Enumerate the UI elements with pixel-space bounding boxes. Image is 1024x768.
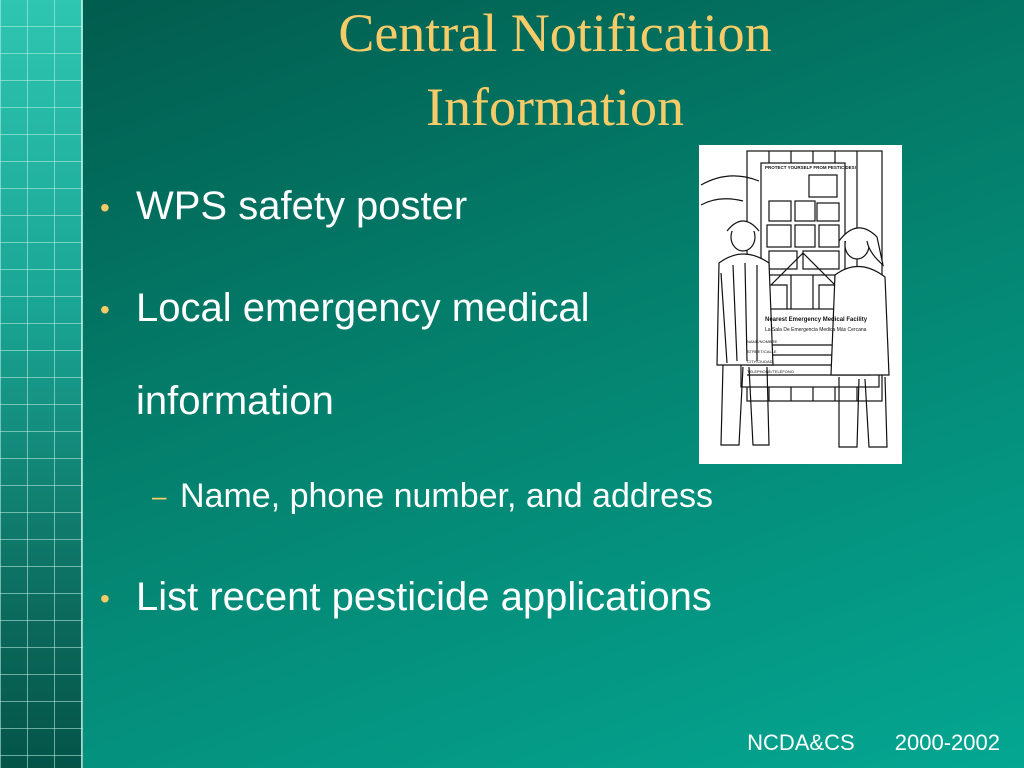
- safety-poster-illustration: [699, 145, 902, 464]
- card-field-street: STREET/CALLE: [747, 349, 777, 354]
- card-title-text: Nearest Emergency Medical Facility: [765, 317, 868, 323]
- title-line-1: Central Notification: [338, 3, 772, 63]
- bullet-marker: •: [100, 192, 110, 223]
- footer-org: NCDA&CS: [747, 730, 855, 755]
- card-subtitle-text: La Sala De Emergencia Medica Más Cercana: [765, 327, 867, 333]
- sub-bullet-text: Name, phone number, and address: [180, 477, 714, 515]
- decorative-grid-strip: [0, 0, 83, 768]
- bullet-item: [100, 183, 468, 229]
- card-field-name: NAME/NOMBRE: [747, 339, 778, 344]
- title-line-2: Information: [426, 77, 684, 137]
- sub-bullet-marker: –: [152, 481, 167, 511]
- slide-title: [160, 0, 950, 144]
- footer-years: 2000-2002: [894, 730, 1000, 755]
- bullet-text: List recent pesticide applications: [136, 575, 712, 619]
- bullet-marker: •: [100, 294, 110, 325]
- bullet-text-continuation: information: [136, 379, 334, 423]
- poster-drawing: [699, 145, 902, 464]
- bullet-continuation: [136, 378, 334, 424]
- bullet-item: [100, 285, 590, 331]
- bullet-marker: •: [100, 583, 110, 614]
- bullet-item: [100, 574, 712, 620]
- card-field-city: CITY/CIUDAD: [747, 359, 773, 364]
- poster-title-text: PROTECT YOURSELF FROM PESTICIDES!: [765, 165, 857, 170]
- bullet-text: WPS safety poster: [136, 184, 468, 228]
- slide-footer: [747, 730, 1000, 756]
- sub-bullet-item: [152, 476, 714, 516]
- card-field-telephone: TELEPHONE/TELÉFONO: [747, 369, 794, 374]
- bullet-text: Local emergency medical: [136, 286, 590, 330]
